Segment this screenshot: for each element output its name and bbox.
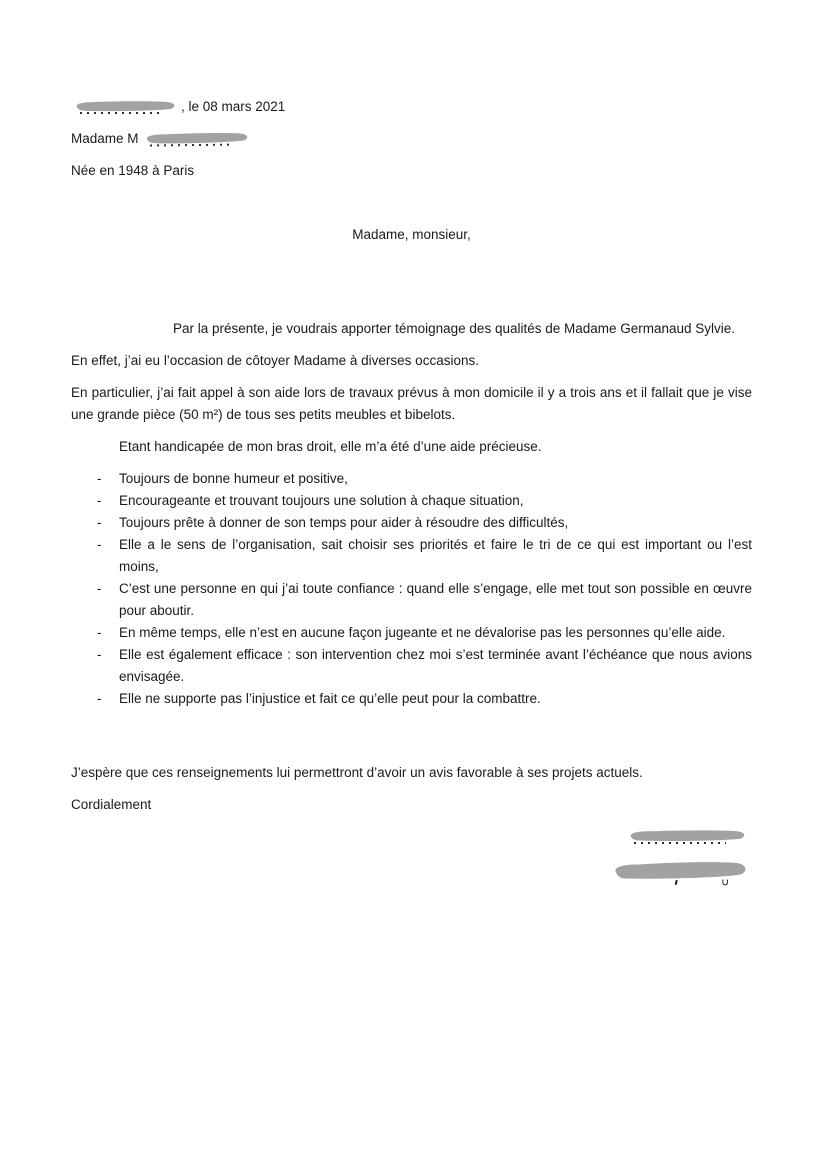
qualities-list: [71, 468, 752, 710]
list-item: [71, 534, 752, 578]
bullet-dash: -: [97, 471, 102, 486]
redaction-signature-2: [609, 859, 752, 882]
bullet-dash: -: [97, 691, 102, 706]
closing-paragraph: J’espère que ces renseignements lui permettront d’avoir un avis favorable à ses projets actuels.: [71, 765, 643, 780]
signature-block: [609, 828, 752, 881]
list-item: [71, 688, 752, 710]
list-item-text: Toujours prête à donner de son temps pour aider à résoudre des difficultés,: [119, 515, 569, 530]
list-item-text: C’est une personne en qui j’ai toute confiance : quand elle s’engage, elle met tout son possible en œuvre pour aboutir.: [119, 581, 752, 618]
list-item-text: En même temps, elle n’est en aucune façon jugeante et ne dévalorise pas les personnes qu’elle aide.: [119, 625, 726, 640]
bullet-dash: -: [97, 625, 102, 640]
birth-line: Née en 1948 à Paris: [71, 163, 195, 178]
list-item: [71, 490, 752, 512]
salutation: Madame, monsieur,: [352, 227, 471, 242]
redacted-text-sliver: [722, 878, 728, 885]
bullet-dash: -: [97, 581, 102, 596]
list-item-text: Elle est également efficace : son intervention chez moi s’est terminée avant l’échéance que nous avions envisagée.: [119, 647, 752, 684]
recipient-text: Madame M: [71, 131, 139, 146]
paragraph-en-effet: En effet, j’ai eu l’occasion de côtoyer Madame à diverses occasions.: [71, 353, 479, 368]
list-item-text: Elle ne supporte pas l’injustice et fait ce qu’elle peut pour la combattre.: [119, 691, 541, 706]
recipient-line: [71, 128, 752, 150]
list-item: [71, 512, 752, 534]
signoff: Cordialement: [71, 797, 152, 812]
redaction-name: [140, 130, 253, 145]
list-item-text: Toujours de bonne humeur et positive,: [119, 471, 348, 486]
list-item: [71, 622, 752, 644]
bullet-dash: -: [97, 537, 102, 552]
date-text: , le 08 mars 2021: [181, 99, 286, 114]
redacted-text-sliver: [150, 144, 231, 147]
redaction-signature-1: [624, 828, 752, 843]
bullet-dash: -: [97, 647, 102, 662]
date-line: [71, 96, 752, 118]
intro-paragraph: Par la présente, je voudrais apporter témoignage des qualités de Madame Germanaud Sylvie.: [173, 321, 736, 336]
redaction-city: [71, 99, 181, 113]
paragraph-en-particulier: En particulier, j’ai fait appel à son aide lors de travaux prévus à mon domicile il y a trois ans et il fallait que je vise une grande pièce (50 m²) de tous ses petits meubles et bibelots.: [71, 385, 752, 422]
list-item: [71, 468, 752, 490]
redacted-text-sliver: [634, 842, 726, 844]
redacted-text-sliver: [80, 112, 159, 114]
redacted-text-sliver: [674, 880, 677, 885]
bullet-dash: -: [97, 515, 102, 530]
list-item-text: Elle a le sens de l’organisation, sait choisir ses priorités et faire le tri de ce qui est important ou l’est moins,: [119, 537, 752, 574]
list-item: [71, 578, 752, 622]
list-item-text: Encourageante et trouvant toujours une solution à chaque situation,: [119, 493, 524, 508]
bullet-dash: -: [97, 493, 102, 508]
list-item: [71, 644, 752, 688]
paragraph-etant: Etant handicapée de mon bras droit, elle m’a été d’une aide précieuse.: [119, 439, 542, 454]
